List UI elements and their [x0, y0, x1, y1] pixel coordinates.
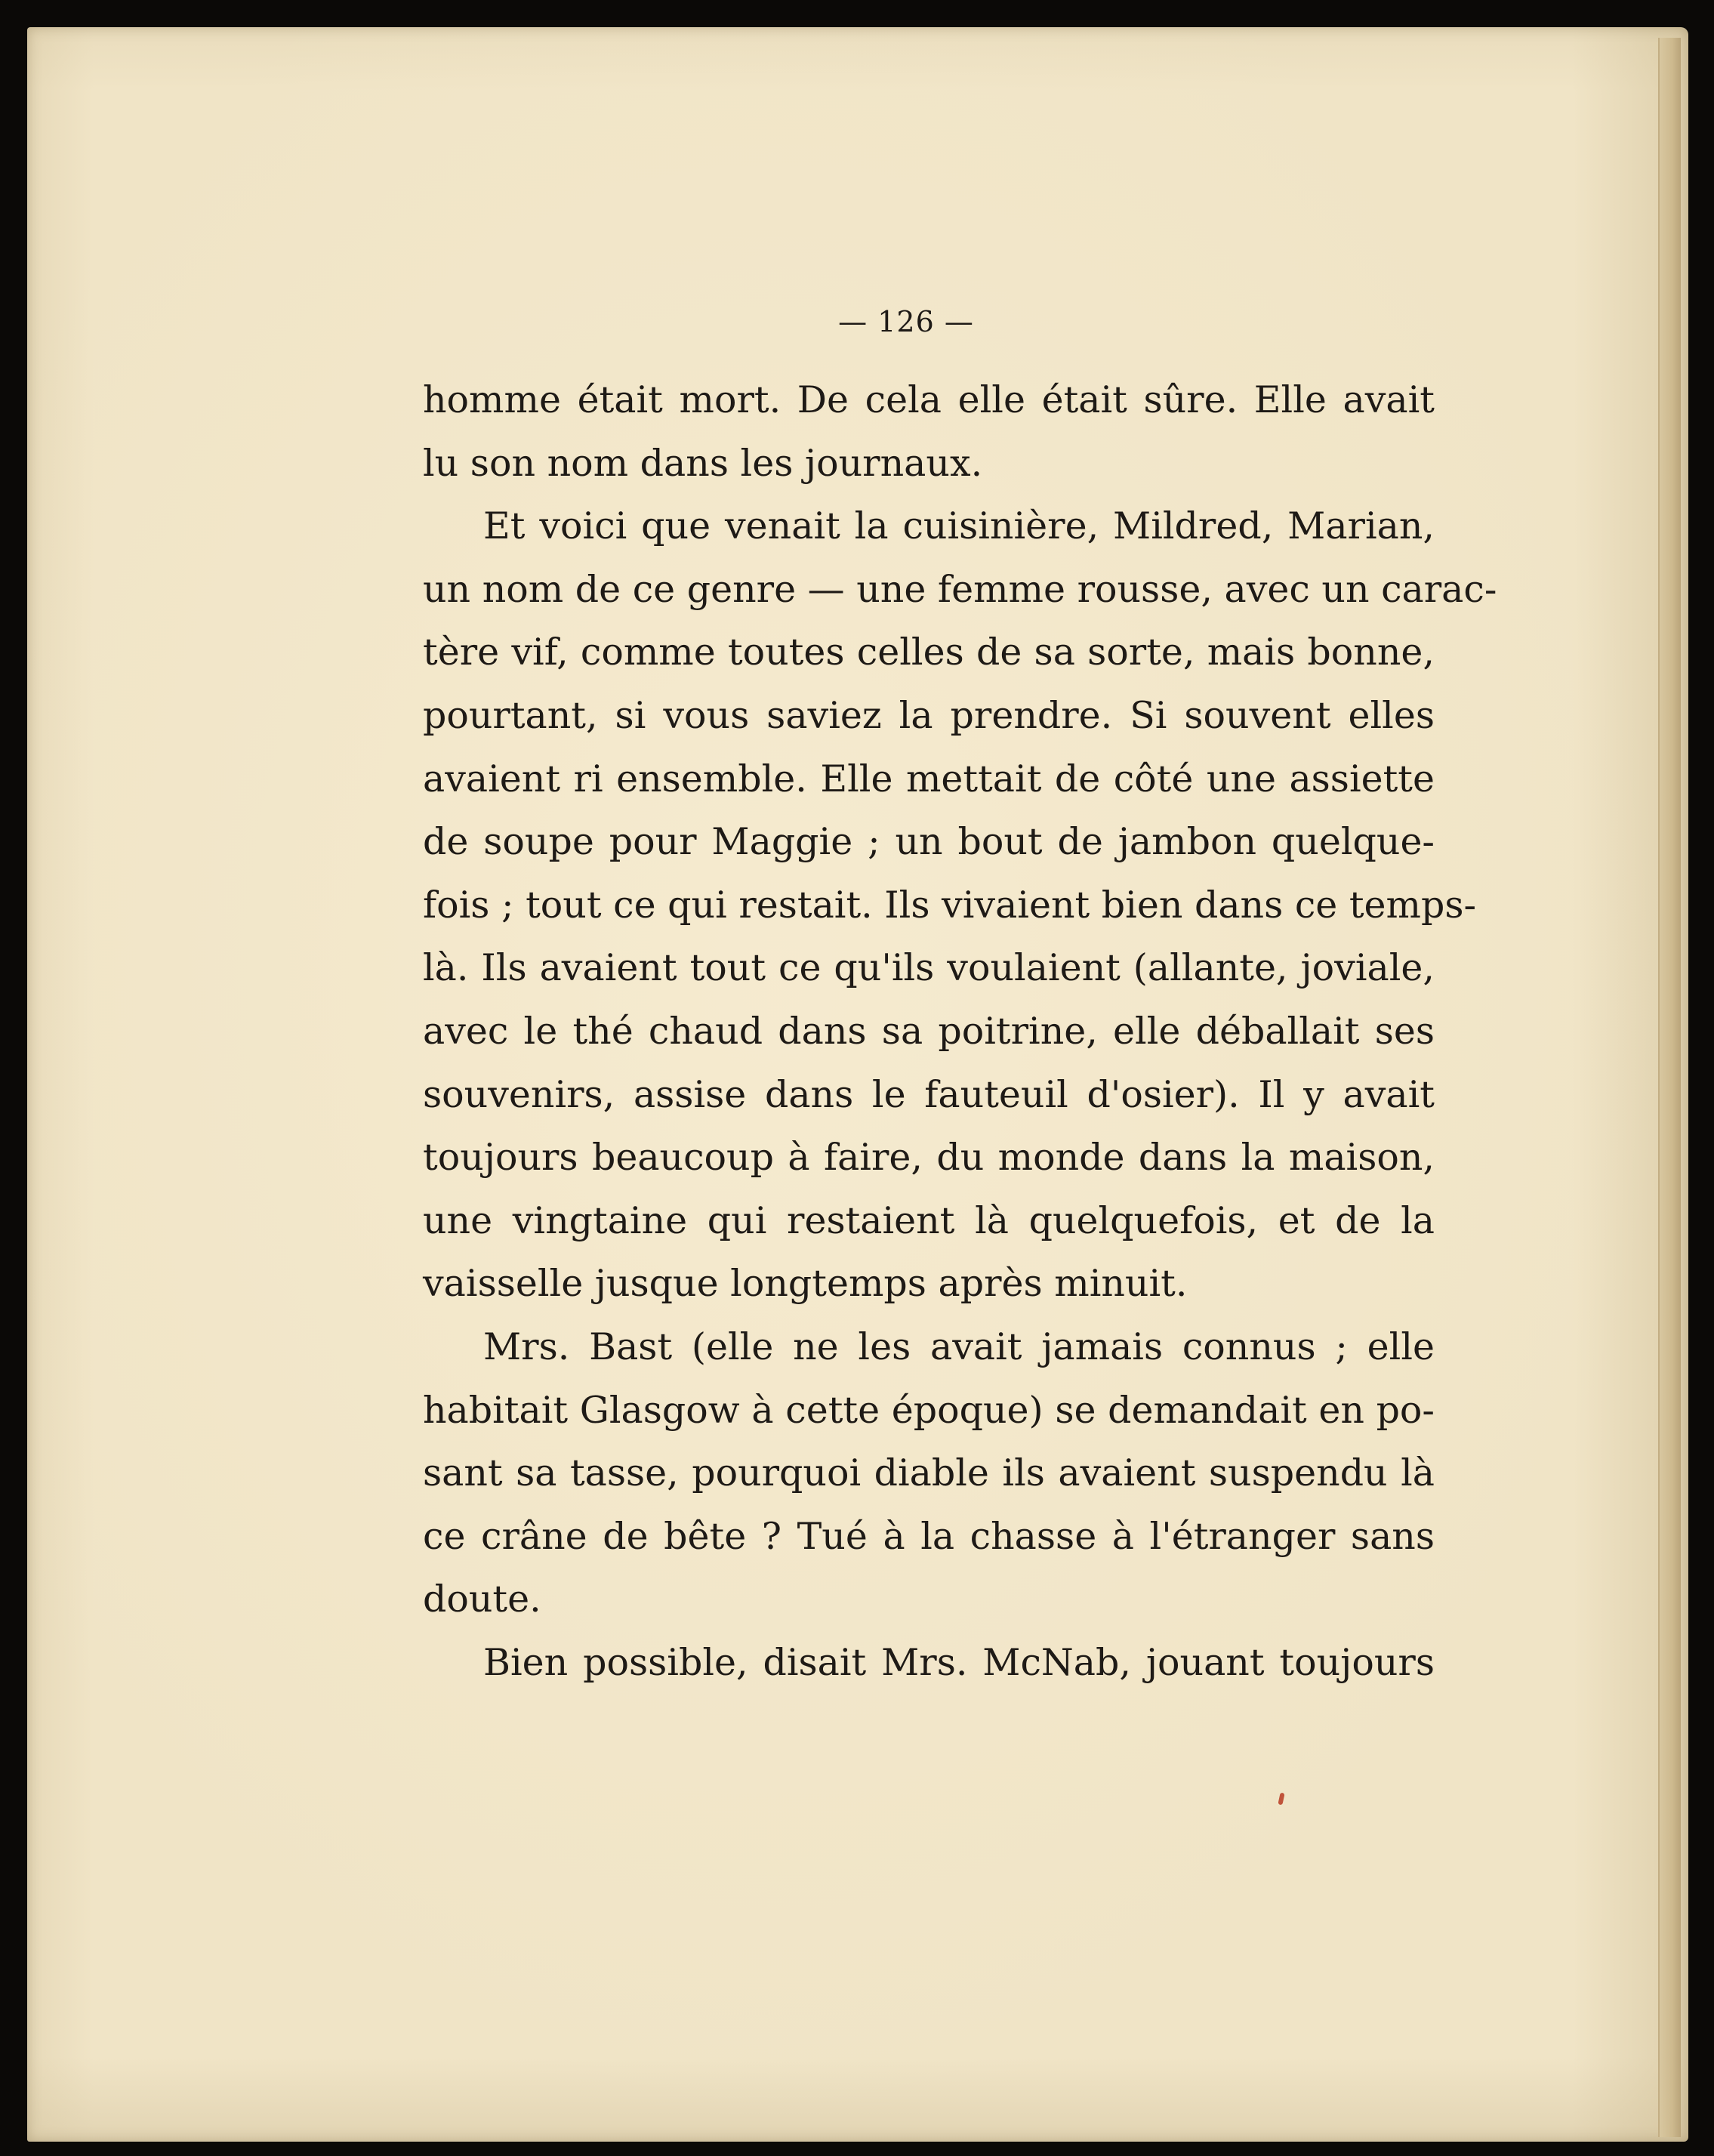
text-line: un nom de ce genre — une femme rousse, avec un carac-	[423, 567, 1497, 611]
text-line: avaient ri ensemble. Elle mettait de côté une assiette	[423, 757, 1435, 800]
text-line: là. Ils avaient tout ce qu'ils voulaient (allante, joviale,	[423, 946, 1435, 990]
text-line: vaisselle jusque longtemps après minuit.	[423, 1262, 1188, 1306]
page-number: — 126 —	[838, 305, 974, 338]
text-line: doute.	[423, 1578, 541, 1621]
text-line: tère vif, comme toutes celles de sa sorte, mais bonne,	[423, 631, 1435, 674]
text-line: lu son nom dans les journaux.	[423, 441, 983, 485]
page-edge	[1658, 38, 1681, 2137]
text-line: Bien possible, disait Mrs. McNab, jouant toujours	[483, 1640, 1435, 1684]
text-line: sant sa tasse, pourquoi diable ils avaient suspendu là	[423, 1451, 1435, 1495]
text-line: souvenirs, assise dans le fauteuil d'osier). Il y avait	[423, 1072, 1435, 1116]
text-line: ce crâne de bête ? Tué à la chasse à l'étranger sans	[423, 1514, 1435, 1558]
text-line: homme était mort. De cela elle était sûre. Elle avait	[423, 378, 1435, 421]
text-line: habitait Glasgow à cette époque) se demandait en po-	[423, 1388, 1435, 1432]
text-line: de soupe pour Maggie ; un bout de jambon quelque-	[423, 820, 1435, 864]
text-line: avec le thé chaud dans sa poitrine, elle déballait ses	[423, 1009, 1435, 1053]
text-line: fois ; tout ce qui restait. Ils vivaient bien dans ce temps-	[423, 883, 1477, 927]
body-text	[423, 369, 1497, 1694]
text-line: une vingtaine qui restaient là quelquefois, et de la	[423, 1198, 1435, 1242]
text-line: toujours beaucoup à faire, du monde dans la maison,	[423, 1136, 1435, 1180]
text-line: Et voici que venait la cuisinière, Mildred, Marian,	[483, 504, 1435, 548]
text-line: Mrs. Bast (elle ne les avait jamais connus ; elle	[483, 1325, 1435, 1368]
text-line: pourtant, si vous saviez la prendre. Si souvent elles	[423, 693, 1435, 737]
